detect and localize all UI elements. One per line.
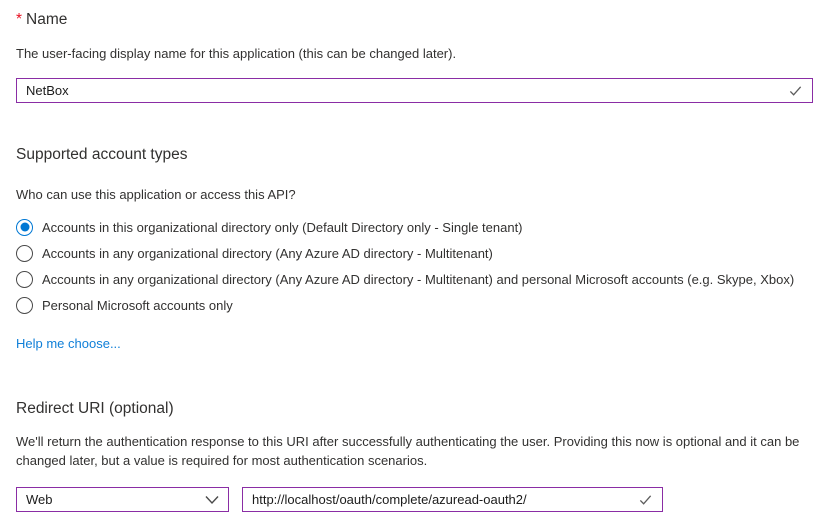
radio-button-icon: [16, 245, 33, 262]
help-me-choose-link[interactable]: Help me choose...: [16, 336, 121, 351]
radio-option-label: Personal Microsoft accounts only: [42, 297, 233, 313]
name-label-text: Name: [26, 11, 68, 28]
radio-option-multitenant[interactable]: [16, 240, 813, 266]
radio-button-icon: [16, 219, 33, 236]
name-section-label: [16, 11, 813, 29]
radio-option-personal-only[interactable]: [16, 292, 813, 318]
platform-select-value: Web: [26, 492, 53, 507]
name-input[interactable]: [26, 83, 782, 98]
supported-account-types-title: Supported account types: [16, 146, 188, 163]
radio-option-multitenant-personal[interactable]: [16, 266, 813, 292]
account-types-radio-group: [16, 214, 813, 318]
account-types-question: Who can use this application or access this API?: [16, 187, 296, 202]
radio-option-label: Accounts in any organizational directory (Any Azure AD directory - Multitenant): [42, 245, 493, 261]
redirect-uri-controls: [16, 487, 813, 512]
name-description: The user-facing display name for this application (this can be changed later).: [16, 46, 457, 61]
name-input-wrapper: [16, 78, 813, 103]
radio-option-single-tenant[interactable]: [16, 214, 813, 240]
redirect-uri-input-wrapper: [242, 487, 663, 512]
redirect-uri-input[interactable]: [252, 492, 632, 507]
checkmark-icon: [638, 492, 653, 507]
required-marker: *: [16, 11, 23, 28]
radio-option-label: Accounts in any organizational directory (Any Azure AD directory - Multitenant) and personal Microsoft accounts (e.g. Skype, Xbox): [42, 271, 795, 287]
radio-button-icon: [16, 271, 33, 288]
checkmark-icon: [788, 83, 803, 98]
platform-select[interactable]: [16, 487, 229, 512]
radio-button-icon: [16, 297, 33, 314]
radio-option-label: Accounts in this organizational directory only (Default Directory only - Single tenant): [42, 219, 523, 235]
redirect-uri-description: We'll return the authentication response to this URI after successfully authenticating the user. Providing this now is optional and it can be changed later, but a value is required for most authentication scenarios.: [16, 434, 800, 468]
redirect-uri-title: Redirect URI (optional): [16, 400, 174, 417]
chevron-down-icon: [205, 495, 219, 504]
